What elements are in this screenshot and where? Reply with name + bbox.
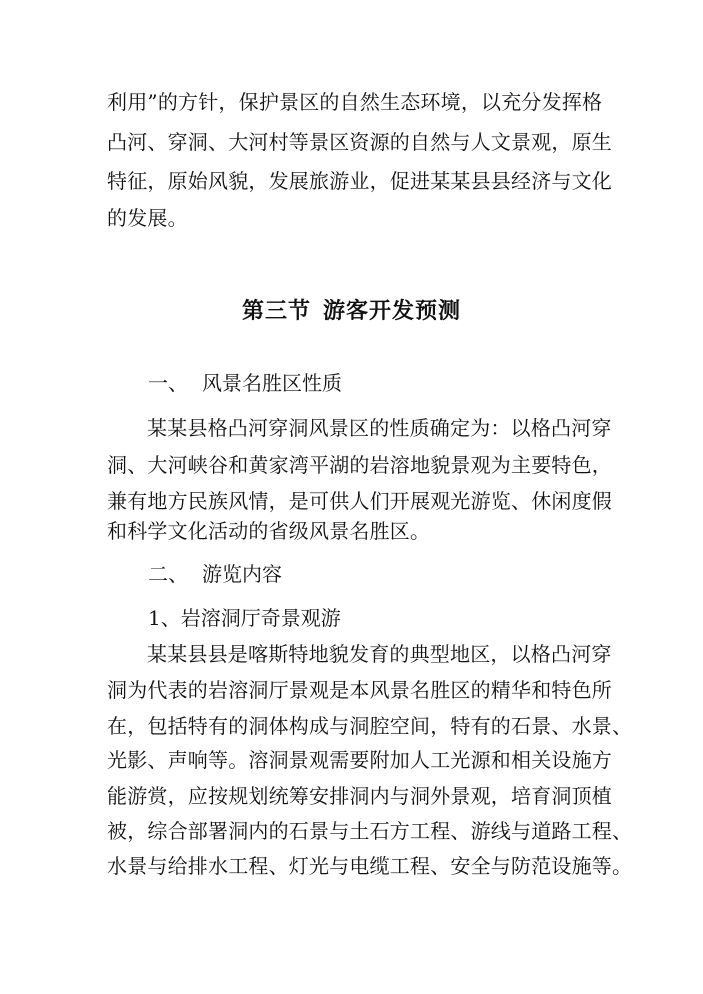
subsection-number-1: 一、: [148, 371, 188, 395]
subsection-heading-1: [148, 365, 342, 401]
subsection-heading-2: [148, 556, 282, 592]
paragraph-2-line-3: 在，包括特有的洞体构成与洞腔空间，特有的石景、水景、: [107, 714, 633, 738]
intro-line-3: 特征，原始风貌，发展旅游业，促进某某县县经济与文化: [107, 169, 612, 193]
paragraph-2-line-6: 被，综合部署洞内的石景与土石方工程、游线与道路工程、: [107, 819, 633, 843]
paragraph-2-line-4: 光影、声响等。溶洞景观需要附加人工光源和相关设施方: [107, 748, 612, 772]
paragraph-1-line-3: 兼有地方民族风情，是可供人们开展观光游览、休闲度假: [107, 489, 612, 513]
intro-line-4: 的发展。: [107, 206, 188, 230]
intro-line-2: 凸河、穿洞、大河村等景区资源的自然与人文景观，原生: [107, 130, 612, 154]
paragraph-1-line-1: 某某县格凸河穿洞风景区的性质确定为：以格凸河穿: [147, 416, 612, 440]
paragraph-2-line-1: 某某县县是喀斯特地貌发育的典型地区，以格凸河穿: [147, 642, 612, 666]
subsection-title-2: 游览内容: [202, 562, 282, 586]
paragraph-2-line-7: 水景与给排水工程、灯光与电缆工程、安全与防范设施等。: [107, 854, 633, 878]
section-heading: [0, 294, 703, 325]
subsection-title-1: 风景名胜区性质: [202, 371, 342, 395]
paragraph-2-line-2: 洞为代表的岩溶洞厅景观是本风景名胜区的精华和特色所: [107, 678, 612, 702]
paragraph-1-line-2: 洞、大河峡谷和黄家湾平湖的岩溶地貌景观为主要特色，: [107, 453, 612, 477]
intro-line-1: 利用”的方针，保护景区的自然生态环境，以充分发挥格: [107, 90, 603, 114]
section-number: 第三节: [241, 298, 311, 324]
paragraph-2-line-5: 能游赏，应按规划统筹安排洞内与洞外景观，培育洞顶植: [107, 784, 612, 808]
section-title: 游客开发预测: [323, 298, 462, 324]
list-item-1: 1、岩溶洞厅奇景观游: [148, 606, 341, 630]
subsection-number-2: 二、: [148, 562, 188, 586]
paragraph-1-line-4: 和科学文化活动的省级风景名胜区。: [107, 519, 431, 543]
